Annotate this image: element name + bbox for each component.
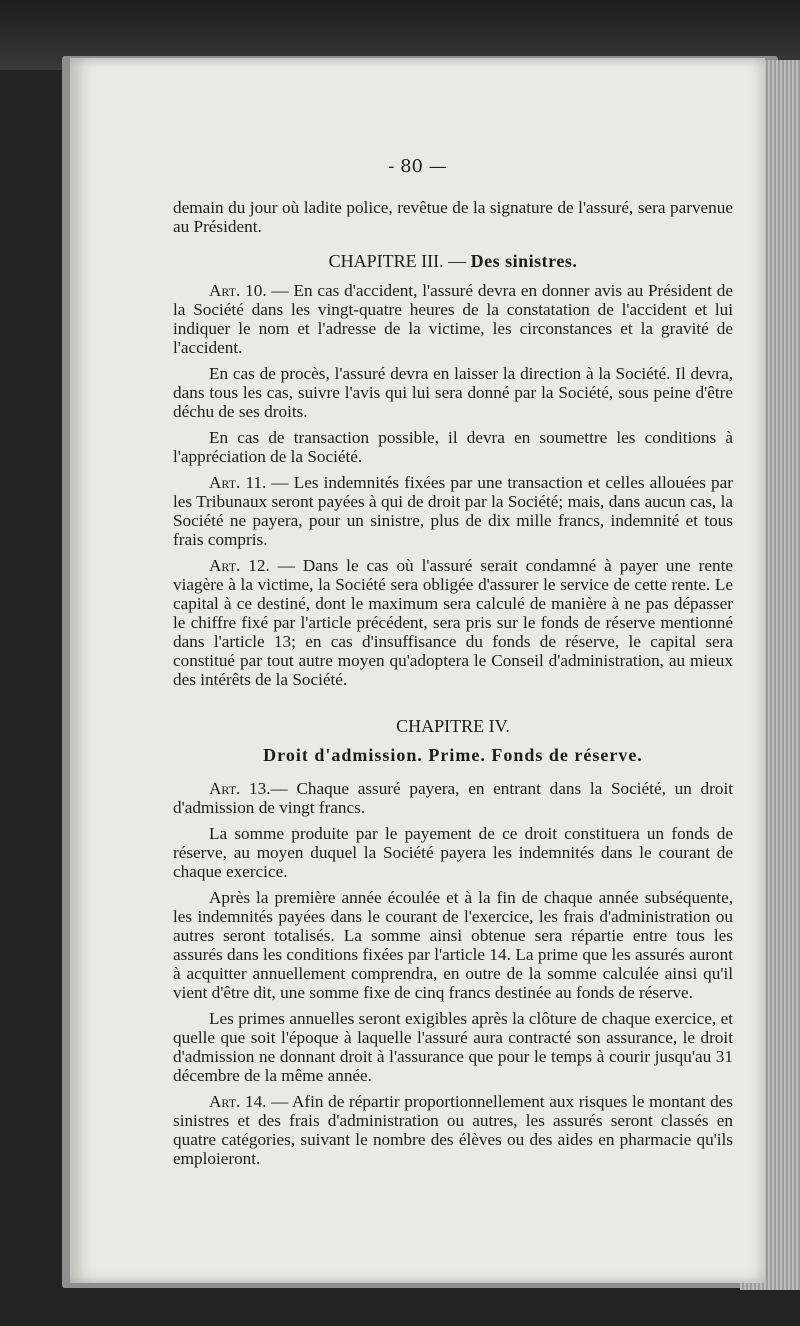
chapter-3-heading [173,252,733,271]
article-13-label: Art. 13. [209,779,271,798]
article-11 [173,473,733,549]
article-13 [173,779,733,817]
paragraph-apres: Après la première année écoulée et à la fin de chaque année subséquente, les indemnités payées dans le courant de l'exercice, les frais d'administration ou autres seront totalisés. La somme ainsi obtenue sera répartie entre tous les assurés dans les conditions fixées par l'article 14. La prime que les assurés auront à acquitter annuellement comprendra, en outre de la somme calculée ainsi qu'il vient d'être dit, une somme fixe de cinq francs destinée au fonds de réserve. [173,888,733,1002]
book-page [70,58,765,1283]
paragraph-primes: Les primes annuelles seront exigibles après la clôture de chaque exercice, et quelle que soit l'époque à laquelle l'assuré aura contracté son assurance, le droit d'admission ne donnant droit à l'assurance que pour le temps à courir jusqu'au 31 décembre de la même année. [173,1009,733,1085]
page-text [173,198,733,1175]
article-11-label: Art. 11. [209,473,267,492]
chapter-3-prefix: CHAPITRE III. — [328,251,471,271]
chapter-3-title: Des sinistres. [470,251,578,271]
article-14-text: — Afin de répartir proportionnellement aux risques le montant des sinistres et des frais d'administration ou autres, les assurés seront classés en quatre catégories, suivant le nombre des élèves ou des aides en pharmacie qu'ils emploieront. [173,1092,733,1168]
paragraph-continuation: demain du jour où ladite police, revêtue de la signature de l'assuré, sera parvenue au Président. [173,198,733,236]
article-11-text: — Les indemnités fixées par une transaction et celles allouées par les Tribunaux seront payées à qui de droit par la Société; mais, dans aucun cas, la Société ne payera, pour un sinistre, plus de dix mille francs, indemnité et tous frais compris. [173,473,734,549]
article-12-text: — Dans le cas où l'assuré serait condamné à payer une rente viagère à la victime, la Société sera obligée d'assurer le service de cette rente. Le capital à ce destiné, dont le maximum sera calculé de manière à ne pas dépasser le chiffre fixé par l'article précédent, sera pris sur le fonds de réserve mentionné dans l'article 13; en cas d'insuffisance du fonds de réserve, le capital sera constitué par tout autre moyen qu'adoptera le Conseil d'administration, au mieux des intérêts de la Société. [173,556,734,689]
article-14-label: Art. 14. [209,1092,267,1111]
chapter-4-subtitle: Droit d'admission. Prime. Fonds de réserve. [263,745,643,765]
page-number: - 80 — [388,156,447,177]
article-13-text: — Chaque assuré payera, en entrant dans la Société, un droit d'admission de vingt francs. [173,779,733,817]
article-12-label: Art. 12. [209,556,270,575]
article-10 [173,281,733,357]
paragraph-proces: En cas de procès, l'assuré devra en laisser la direction à la Société. Il devra, dans tous les cas, suivre l'avis qui lui sera donné par la Société, sous peine d'être déchu de ses droits. [173,364,733,421]
article-14 [173,1092,733,1168]
paragraph-somme: La somme produite par le payement de ce droit constituera un fonds de réserve, au moyen duquel la Société payera les indemnités dans le courant de chaque exercice. [173,824,733,881]
paragraph-transaction: En cas de transaction possible, il devra en soumettre les conditions à l'appréciation de la Société. [173,428,733,466]
article-10-text: — En cas d'accident, l'assuré devra en donner avis au Président de la Société dans les vingt-quatre heures de la constatation de l'accident et lui indiquer le nom et l'adresse de la victime, les circonstances et la gravité de l'accident. [173,281,733,357]
article-12 [173,556,733,689]
article-10-label: Art. 10. [209,281,267,300]
chapter-4-heading: CHAPITRE IV. [396,716,510,736]
